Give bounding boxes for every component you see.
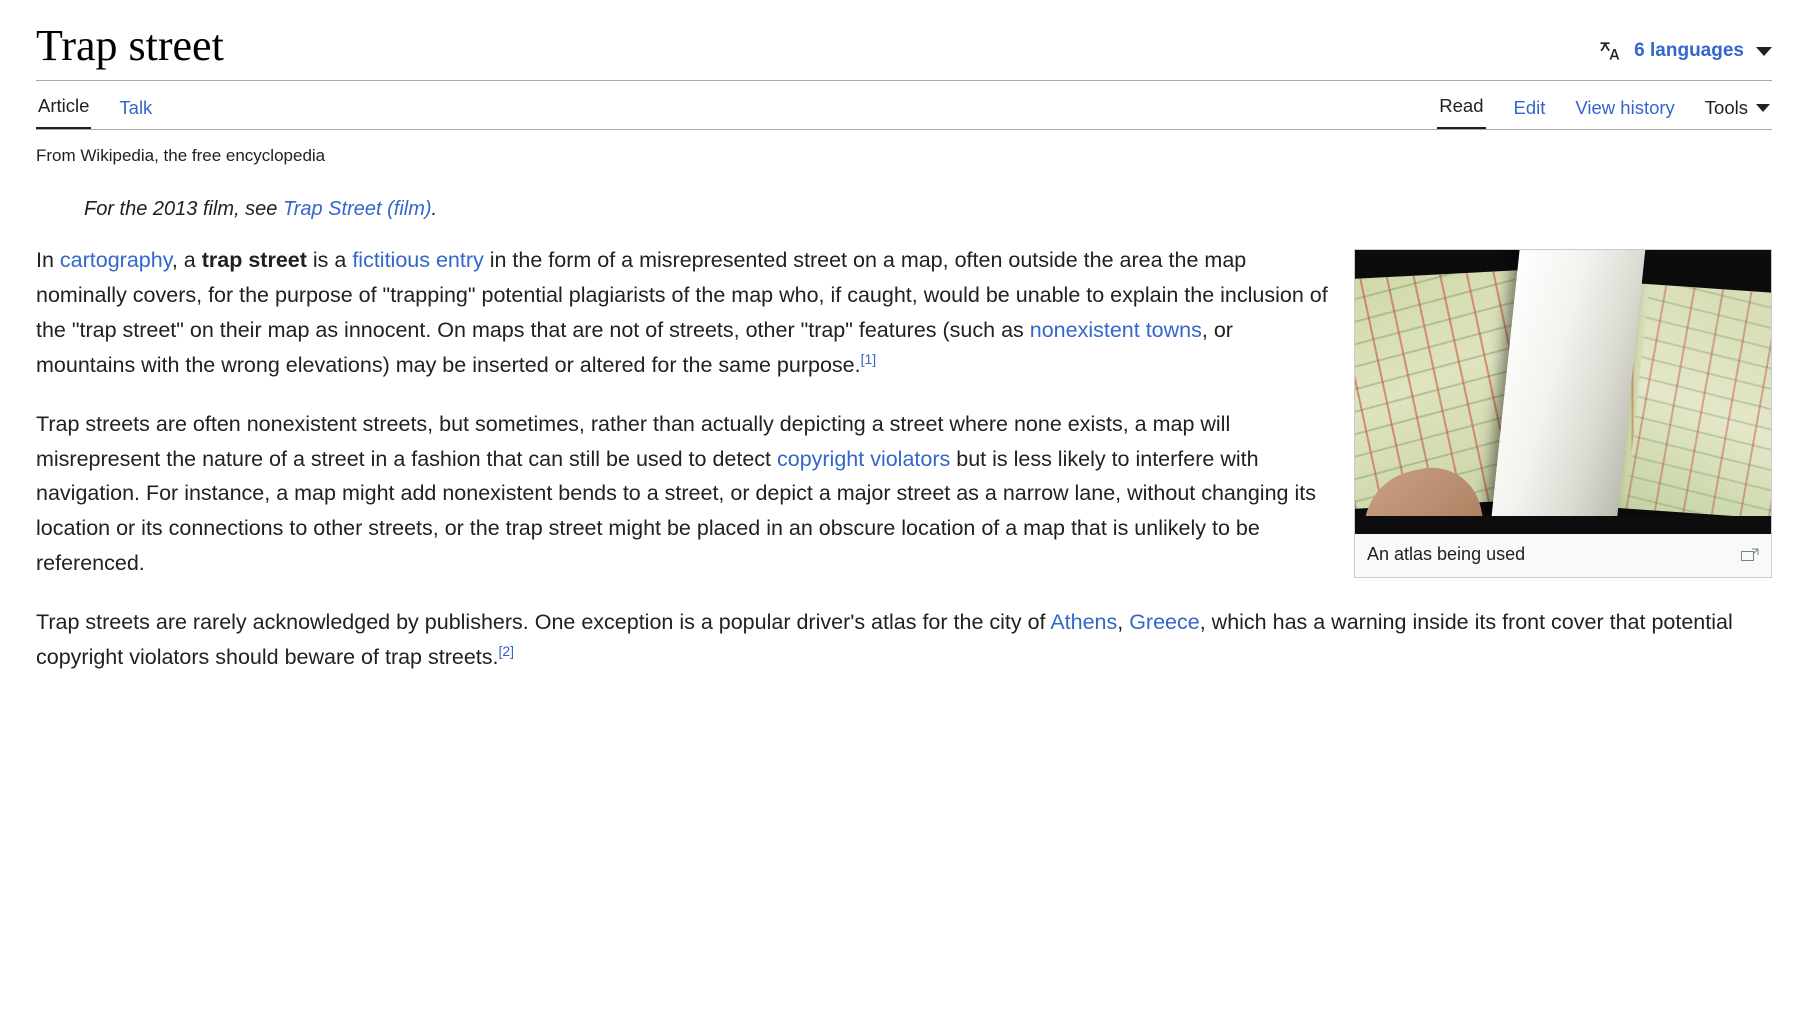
text-fragment: in the form of a misrepresented street on a map, often outside the area the map nominally covers, for the purpose of "trapping" potential plagiarists of the map who, if caught, would be unable to explain the inclusion of the "trap street" on their map as innocent. On maps that are not of streets, other "trap" features (such as bbox=[36, 248, 1328, 343]
reference-2[interactable]: [2] bbox=[498, 642, 515, 659]
link-copyright-violators[interactable]: copyright violators bbox=[776, 446, 951, 471]
thumbnail-figure bbox=[1354, 249, 1772, 578]
text-fragment: , a bbox=[171, 248, 202, 273]
hatnote-suffix: . bbox=[431, 198, 438, 221]
text-fragment: , which has a warning inside its front cover that potential copyright violators should beware of trap streets. bbox=[36, 609, 1733, 669]
text-fragment: In bbox=[36, 248, 60, 273]
link-fictitious-entry[interactable]: fictitious entry bbox=[352, 248, 484, 273]
tab-article[interactable]: Article bbox=[36, 83, 91, 129]
link-athens[interactable]: Athens bbox=[1050, 609, 1118, 634]
article-body bbox=[36, 243, 1772, 674]
atlas-photo[interactable] bbox=[1355, 250, 1771, 534]
namespace-tabs bbox=[36, 83, 154, 129]
term-trap-street: trap street bbox=[201, 248, 307, 273]
page-title: Trap street bbox=[36, 21, 224, 70]
enlarge-icon[interactable] bbox=[1741, 548, 1759, 564]
link-nonexistent-towns[interactable]: nonexistent towns bbox=[1029, 318, 1202, 343]
link-greece[interactable]: Greece bbox=[1129, 609, 1200, 634]
hatnote-prefix: For the 2013 film, see bbox=[84, 198, 283, 221]
text-fragment: but is less likely to interfere with navigation. For instance, a map might add nonexistent bends to a street, or depict a major street as a narrow lane, without changing its location or its connections to other streets, or the trap street might be placed in an obscure location of a map that is unlikely to be referenced. bbox=[36, 446, 1316, 576]
chevron-down-icon bbox=[1756, 104, 1770, 112]
text-fragment: , or mountains with the wrong elevations) may be inserted or altered for the same purpose. bbox=[36, 318, 1233, 377]
link-cartography[interactable]: cartography bbox=[59, 248, 172, 273]
text-fragment: Trap streets are rarely acknowledged by publishers. One exception is a popular driver's atlas for the city of bbox=[36, 609, 1051, 634]
view-tabs bbox=[1437, 83, 1772, 129]
tab-read[interactable]: Read bbox=[1437, 83, 1485, 129]
paragraph-third bbox=[36, 605, 1772, 675]
hatnote-link[interactable]: Trap Street (film) bbox=[282, 198, 432, 221]
thumbnail-caption bbox=[1355, 534, 1771, 577]
language-selector-button[interactable] bbox=[1598, 38, 1772, 70]
reference-1[interactable]: [1] bbox=[860, 350, 877, 367]
chevron-down-icon bbox=[1756, 47, 1772, 56]
tab-edit[interactable]: Edit bbox=[1513, 97, 1546, 119]
tab-view-history[interactable]: View history bbox=[1575, 97, 1675, 119]
atlas-photo-illustration bbox=[1355, 250, 1771, 534]
thumbnail-caption-text: An atlas being used bbox=[1367, 544, 1526, 565]
site-subtitle: From Wikipedia, the free encyclopedia bbox=[36, 146, 326, 166]
tab-tools[interactable] bbox=[1703, 85, 1772, 129]
photo-bottom-shadow bbox=[1355, 516, 1771, 534]
text-fragment: Trap streets are often nonexistent streets, but sometimes, rather than actually depicting a street where none exists, a map will misrepresent the nature of a street in a fashion that can still be used to detect bbox=[36, 411, 1231, 471]
title-row bbox=[36, 22, 1772, 81]
text-fragment: , bbox=[1117, 609, 1130, 634]
tab-tools-label: Tools bbox=[1704, 97, 1748, 119]
language-icon bbox=[1598, 38, 1624, 64]
tabs-row bbox=[36, 83, 1772, 130]
text-fragment: is a bbox=[306, 248, 353, 273]
hatnote bbox=[84, 198, 1772, 221]
tab-talk[interactable]: Talk bbox=[119, 97, 153, 119]
language-count-label: 6 languages bbox=[1634, 40, 1744, 62]
